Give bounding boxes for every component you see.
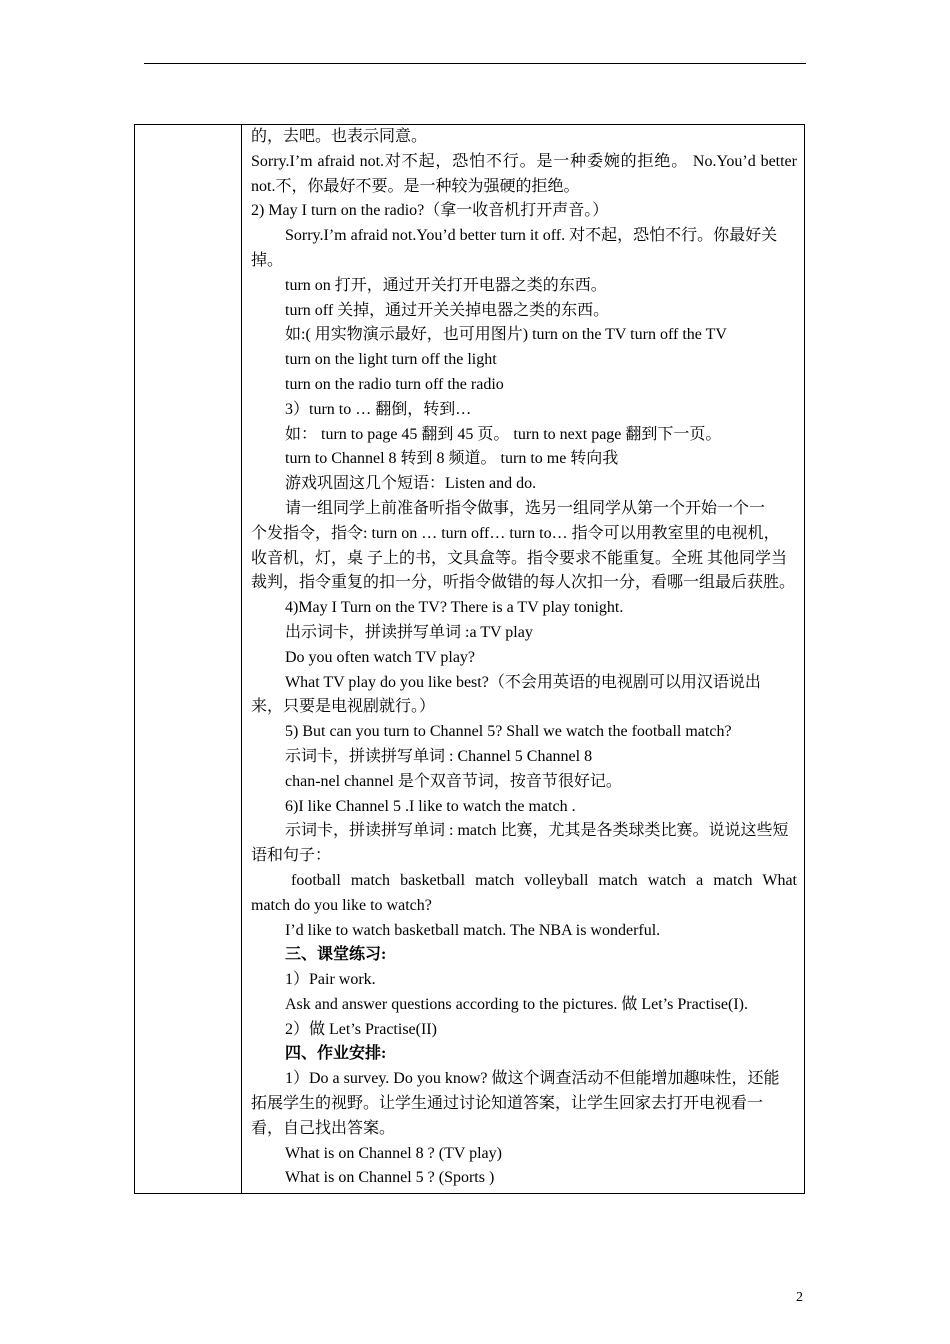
text-line: 掉。 xyxy=(251,251,284,269)
text-line: What TV play do you like best?（不会用英语的电视剧可以用汉语说出 xyxy=(285,673,761,691)
text-line: 1）Pair work. xyxy=(285,971,376,989)
table-left-column xyxy=(135,125,242,1193)
text-line: turn on the radio turn off the radio xyxy=(285,375,504,393)
text-line: 4)May I Turn on the TV? There is a TV play tonight. xyxy=(285,599,624,617)
text-line: 来，只要是电视剧就行。） xyxy=(251,698,436,716)
text-line: 如： turn to page 45 翻到 45 页。 turn to next page 翻到下一页。 xyxy=(285,425,722,443)
section-heading: 四、作业安排: xyxy=(285,1045,387,1063)
table-content-cell xyxy=(251,125,797,1191)
text-line: 个发指令，指令: turn on … turn off… turn to… 指令可以用教室里的电视机， xyxy=(251,524,780,542)
lesson-table xyxy=(134,124,805,1194)
text-line: match do you like to watch? xyxy=(251,896,432,914)
text-line: 示词卡，拼读拼写单词 : Channel 5 Channel 8 xyxy=(285,747,593,765)
text-line: 看，自己找出答案。 xyxy=(251,1119,396,1137)
text-line: 5) But can you turn to Channel 5? Shall we watch the football match? xyxy=(285,723,732,741)
text-line: 游戏巩固这几个短语：Listen and do. xyxy=(285,475,537,493)
text-line: 语和句子： xyxy=(251,847,332,865)
text-line: Sorry.I’m afraid not.对不起，恐怕不行。是一种委婉的拒绝。 No.You’d better xyxy=(251,152,797,170)
text-line: 请一组同学上前准备听指令做事，选另一组同学从第一个开始一个一 xyxy=(285,499,766,517)
text-line: turn off 关掉，通过开关关掉电器之类的东西。 xyxy=(285,301,610,319)
text-line: 2) May I turn on the radio?（拿一收音机打开声音。） xyxy=(251,202,609,220)
text-line: 收音机，灯，桌 子上的书，文具盒等。指令要求不能重复。全班 其他同学当 xyxy=(251,549,788,567)
text-line: turn on 打开，通过开关打开电器之类的东西。 xyxy=(285,276,607,294)
text-line: What is on Channel 5 ? (Sports ) xyxy=(285,1169,495,1187)
section-heading: 三、课堂练习: xyxy=(285,946,387,964)
text-line: 出示词卡，拼读拼写单词 :a TV play xyxy=(285,623,533,641)
text-line: 裁判，指令重复的扣一分，听指令做错的每人次扣一分，看哪一组最后获胜。 xyxy=(251,574,796,592)
text-line: 拓展学生的视野。让学生通过讨论知道答案，让学生回家去打开电视看一 xyxy=(251,1095,764,1113)
text-line: 如:( 用实物演示最好，也可用图片) turn on the TV turn off the TV xyxy=(285,326,727,344)
text-line: Do you often watch TV play? xyxy=(285,648,476,666)
text-line: I’d like to watch basketball match. The NBA is wonderful. xyxy=(285,921,661,939)
text-line: 2）做 Let’s Practise(II) xyxy=(285,1020,437,1038)
header-rule xyxy=(144,63,806,64)
text-line: 1）Do a survey. Do you know? 做这个调查活动不但能增加趣味性，还能 xyxy=(285,1070,780,1088)
text-line: chan-nel channel 是个双音节词，按音节很好记。 xyxy=(285,772,622,790)
text-line: turn on the light turn off the light xyxy=(285,351,497,369)
text-line: Ask and answer questions according to the pictures. 做 Let’s Practise(I). xyxy=(285,995,748,1013)
text-line: football match basketball match volleyball match watch a match What xyxy=(291,871,797,889)
text-line: 6)I like Channel 5 .I like to watch the match . xyxy=(285,797,576,815)
text-line: not.不，你最好不要。是一种较为强硬的拒绝。 xyxy=(251,177,580,195)
text-line: Sorry.I’m afraid not.You’d better turn it off. 对不起，恐怕不行。你最好关 xyxy=(285,227,778,245)
text-line: 示词卡，拼读拼写单词 : match 比赛，尤其是各类球类比赛。说说这些短 xyxy=(285,822,789,840)
text-line: turn to Channel 8 转到 8 频道。 turn to me 转向我 xyxy=(285,450,619,468)
text-line: 3）turn to … 翻倒，转到… xyxy=(285,400,472,418)
text-line: What is on Channel 8 ? (TV play) xyxy=(285,1144,502,1162)
text-line: 的，去吧。也表示同意。 xyxy=(251,128,428,145)
page-number: 2 xyxy=(796,1290,803,1305)
